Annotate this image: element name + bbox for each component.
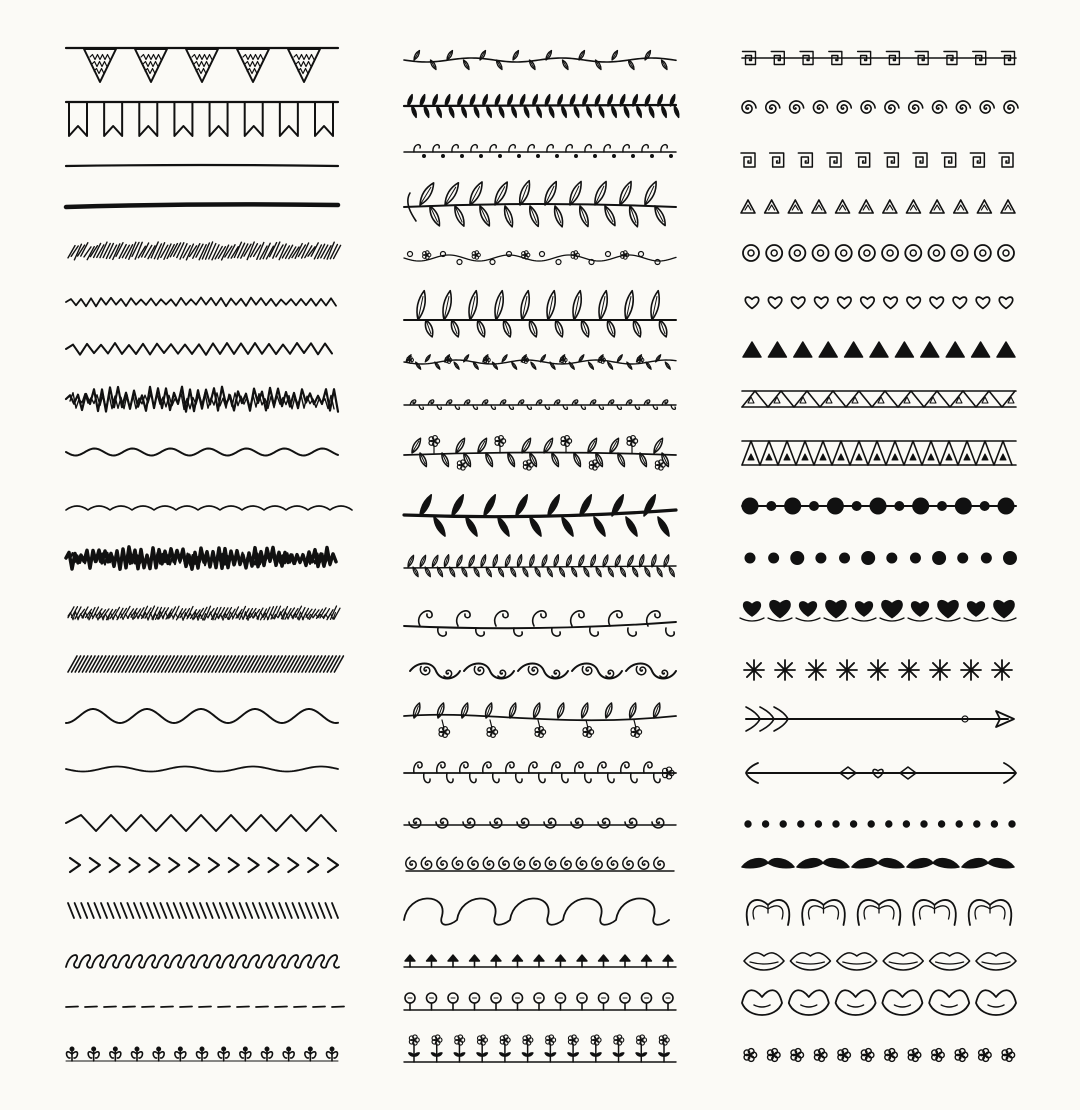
left-border-line-thin [66,165,338,166]
left-border-line-thick [66,204,338,207]
right-border-asterisks [744,660,1012,680]
left-border-dashes [66,1007,344,1008]
